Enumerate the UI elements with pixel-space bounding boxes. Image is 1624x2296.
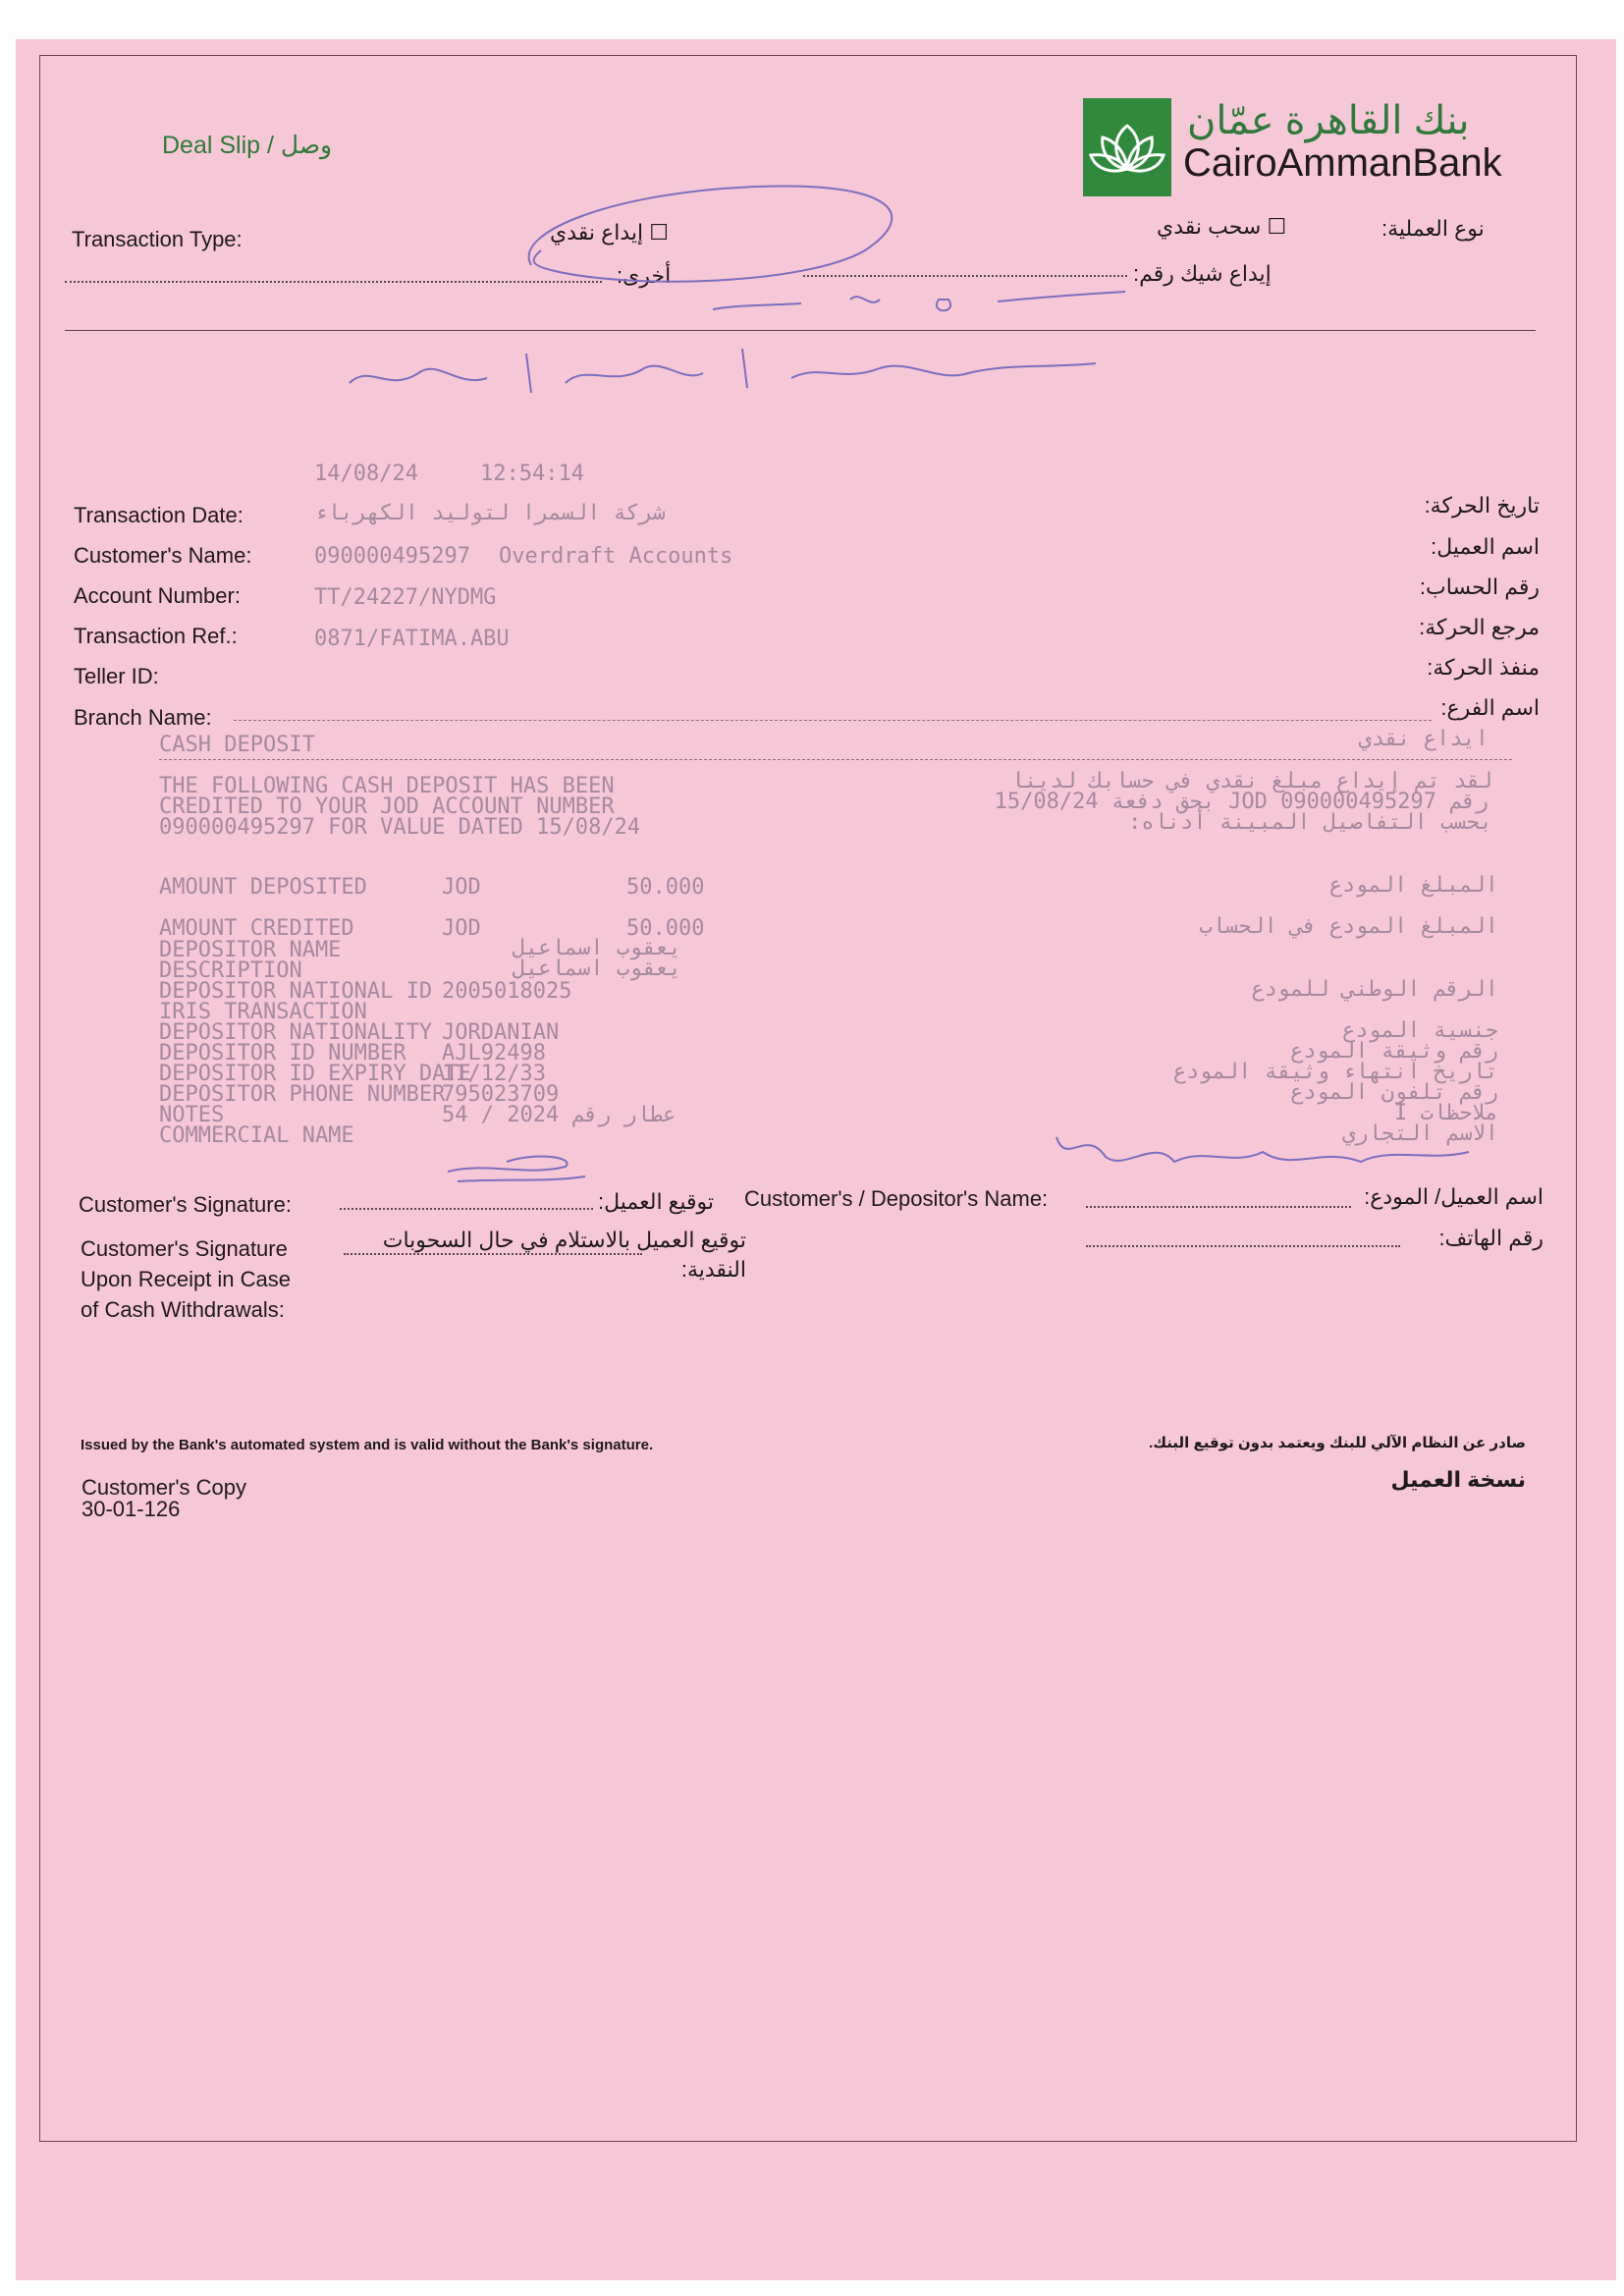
deal-slip-sheet (16, 39, 1616, 2280)
teller-id-label: Teller ID: (74, 664, 159, 688)
receipt-ar-line-2: النقدية: (680, 1257, 746, 1282)
other-label: أخرى: (617, 263, 672, 288)
detail-row-label-ar: ملاحظات I (1394, 1101, 1498, 1125)
detail-row-label-ar: رقم تلفون المودع (1290, 1080, 1498, 1105)
transaction-date-label: Transaction Date: (74, 503, 244, 527)
detail-row-value: 795023709 (442, 1082, 560, 1107)
detail-row-label-ar: رقم وثيقة المودع (1290, 1039, 1498, 1064)
amount-row-label: AMOUNT CREDITED (159, 916, 354, 941)
teller-id-label-ar: منفذ الحركة: (1427, 655, 1540, 680)
printed-time: 12:54:14 (480, 462, 584, 486)
paragraph-en-line: THE FOLLOWING CASH DEPOSIT HAS BEEN (159, 774, 615, 798)
printed-account-type: Overdraft Accounts (499, 544, 733, 569)
body-title-divider (159, 759, 1512, 760)
paragraph-ar-line: لقد تم إيداع مبلغ نقدي في حسابك لدينا (1010, 769, 1492, 793)
amount-row-currency: JOD (442, 916, 481, 941)
printed-date: 14/08/24 (314, 462, 418, 486)
cheque-deposit-label: إيداع شيك رقم: (1133, 261, 1272, 286)
branch-name-label: Branch Name: (74, 705, 212, 730)
account-number-label: Account Number: (74, 583, 241, 608)
paragraph-ar-line: بحسب التفاصيل المبينة أدناه: (1128, 810, 1492, 835)
cash-deposit-title-ar: ايداع نقدي (1358, 727, 1489, 751)
amount-row-label-ar: المبلغ المودع في الحساب (1199, 914, 1498, 939)
deal-slip-title: Deal Slip / وصل (162, 132, 333, 159)
transaction-date-label-ar: تاريخ الحركة: (1424, 493, 1540, 518)
phone-line[interactable] (1086, 1245, 1400, 1247)
customer-signature-line[interactable] (340, 1208, 593, 1210)
detail-row-value: يعقوب اسماعيل (512, 936, 681, 960)
detail-row-label-ar: الرقم الوطني للمودع (1251, 977, 1498, 1002)
detail-row-label: DESCRIPTION (159, 958, 302, 983)
header-divider (65, 330, 1536, 331)
transaction-ref-label-ar: مرجع الحركة: (1419, 615, 1540, 639)
printed-account-number: 090000495297 (314, 544, 470, 569)
customer-copy-label-ar: نسخة العميل (1390, 1467, 1526, 1492)
depositor-name-line[interactable] (1086, 1206, 1351, 1208)
customer-name-label-ar: اسم العميل: (1431, 534, 1540, 559)
cash-deposit-option[interactable]: ☐ إيداع نقدي (550, 220, 669, 245)
automated-system-note: Issued by the Bank's automated system and is valid without the Bank's signature. (81, 1437, 654, 1453)
amount-row-label: AMOUNT DEPOSITED (159, 875, 367, 900)
transaction-type-label-ar: نوع العملية: (1381, 216, 1485, 241)
bank-name-english: CairoAmmanBank (1183, 141, 1502, 185)
detail-row-label-ar: تاريخ انتهاء وثيقة المودع (1172, 1060, 1498, 1084)
paragraph-en-line: 090000495297 FOR VALUE DATED 15/08/24 (159, 815, 641, 840)
lotus-icon (1083, 98, 1171, 196)
printed-reference: TT/24227/NYDMG (314, 585, 497, 610)
receipt-line-1: Customer's Signature (81, 1236, 288, 1261)
handwritten-company-name (330, 334, 1115, 412)
printed-teller: 0871/FATIMA.ABU (314, 627, 510, 651)
amount-row-label-ar: المبلغ المودع (1328, 873, 1498, 898)
handwritten-amount (703, 280, 1135, 329)
phone-label-ar: رقم الهاتف: (1438, 1226, 1543, 1250)
amount-row-value: 50.000 (626, 916, 705, 941)
receipt-signature-label-ar (383, 1226, 746, 1285)
depositor-name-label-ar: اسم العميل/ المودع: (1364, 1184, 1543, 1209)
customer-signature-label-ar: توقيع العميل: (598, 1189, 715, 1214)
detail-row-value: 54 / 2024 عطار رقم (442, 1103, 677, 1127)
cash-deposit-title: CASH DEPOSIT (159, 733, 315, 757)
detail-row-value: 11/12/33 (442, 1062, 546, 1086)
customer-name-label: Customer's Name: (74, 543, 252, 568)
automated-system-note-ar: صادر عن النظام الآلي للبنك ويعتمد بدون توقيع البنك. (1149, 1435, 1526, 1451)
branch-name-label-ar: اسم الفرع: (1440, 695, 1540, 720)
detail-row-value: JORDANIAN (442, 1020, 560, 1045)
bank-logo (1083, 98, 1171, 196)
receipt-line-3: of Cash Withdrawals: (81, 1297, 285, 1322)
branch-name-line (234, 720, 1432, 721)
detail-row-label: DEPOSITOR ID EXPIRY DATE (159, 1062, 471, 1086)
detail-row-label: DEPOSITOR PHONE NUMBER (159, 1082, 446, 1107)
detail-row-value: 2005018025 (442, 979, 572, 1004)
printed-customer-name: شركة السمرا لتوليد الكهرباء (314, 501, 666, 525)
paragraph-ar-line: رقم JOD 090000495297 بحق دفعة 15/08/24 (994, 790, 1489, 814)
detail-row-value: يعقوب اسماعيل (512, 957, 681, 981)
detail-row-label: DEPOSITOR NAME (159, 938, 342, 962)
transaction-ref-label: Transaction Ref.: (74, 624, 238, 648)
detail-row-label: IRIS TRANSACTION (159, 1000, 367, 1024)
paragraph-en-line: CREDITED TO YOUR JOD ACCOUNT NUMBER (159, 794, 615, 819)
detail-row-label: DEPOSITOR NATIONAL ID (159, 979, 433, 1004)
receipt-signature-label (81, 1233, 291, 1325)
amount-row-currency: JOD (442, 875, 481, 900)
detail-row-label-ar: الاسم التجاري (1342, 1121, 1498, 1146)
depositor-name-label: Customer's / Depositor's Name: (744, 1186, 1049, 1211)
amount-row-value: 50.000 (626, 875, 705, 900)
form-number: 30-01-126 (81, 1497, 181, 1521)
detail-row-label: COMMERCIAL NAME (159, 1123, 354, 1148)
detail-row-label: DEPOSITOR NATIONALITY (159, 1020, 433, 1045)
receipt-line-2: Upon Receipt in Case (81, 1267, 292, 1291)
cash-withdrawal-option[interactable]: ☐ سحب نقدي (1157, 214, 1287, 239)
detail-row-label-ar: جنسية المودع (1342, 1018, 1498, 1043)
customer-signature-label: Customer's Signature: (79, 1192, 292, 1217)
detail-row-label: NOTES (159, 1103, 225, 1127)
transaction-type-label: Transaction Type: (72, 227, 243, 251)
account-number-label-ar: رقم الحساب: (1419, 574, 1540, 599)
customer-copy-label: Customer's Copy (81, 1475, 247, 1500)
detail-row-value: AJL92498 (442, 1041, 546, 1066)
receipt-ar-line-1: توقيع العميل بالاستلام في حال السحوبات (382, 1228, 746, 1252)
detail-row-label: DEPOSITOR ID NUMBER (159, 1041, 406, 1066)
bank-name-arabic: بنك القاهرة عمّان (1187, 99, 1470, 142)
